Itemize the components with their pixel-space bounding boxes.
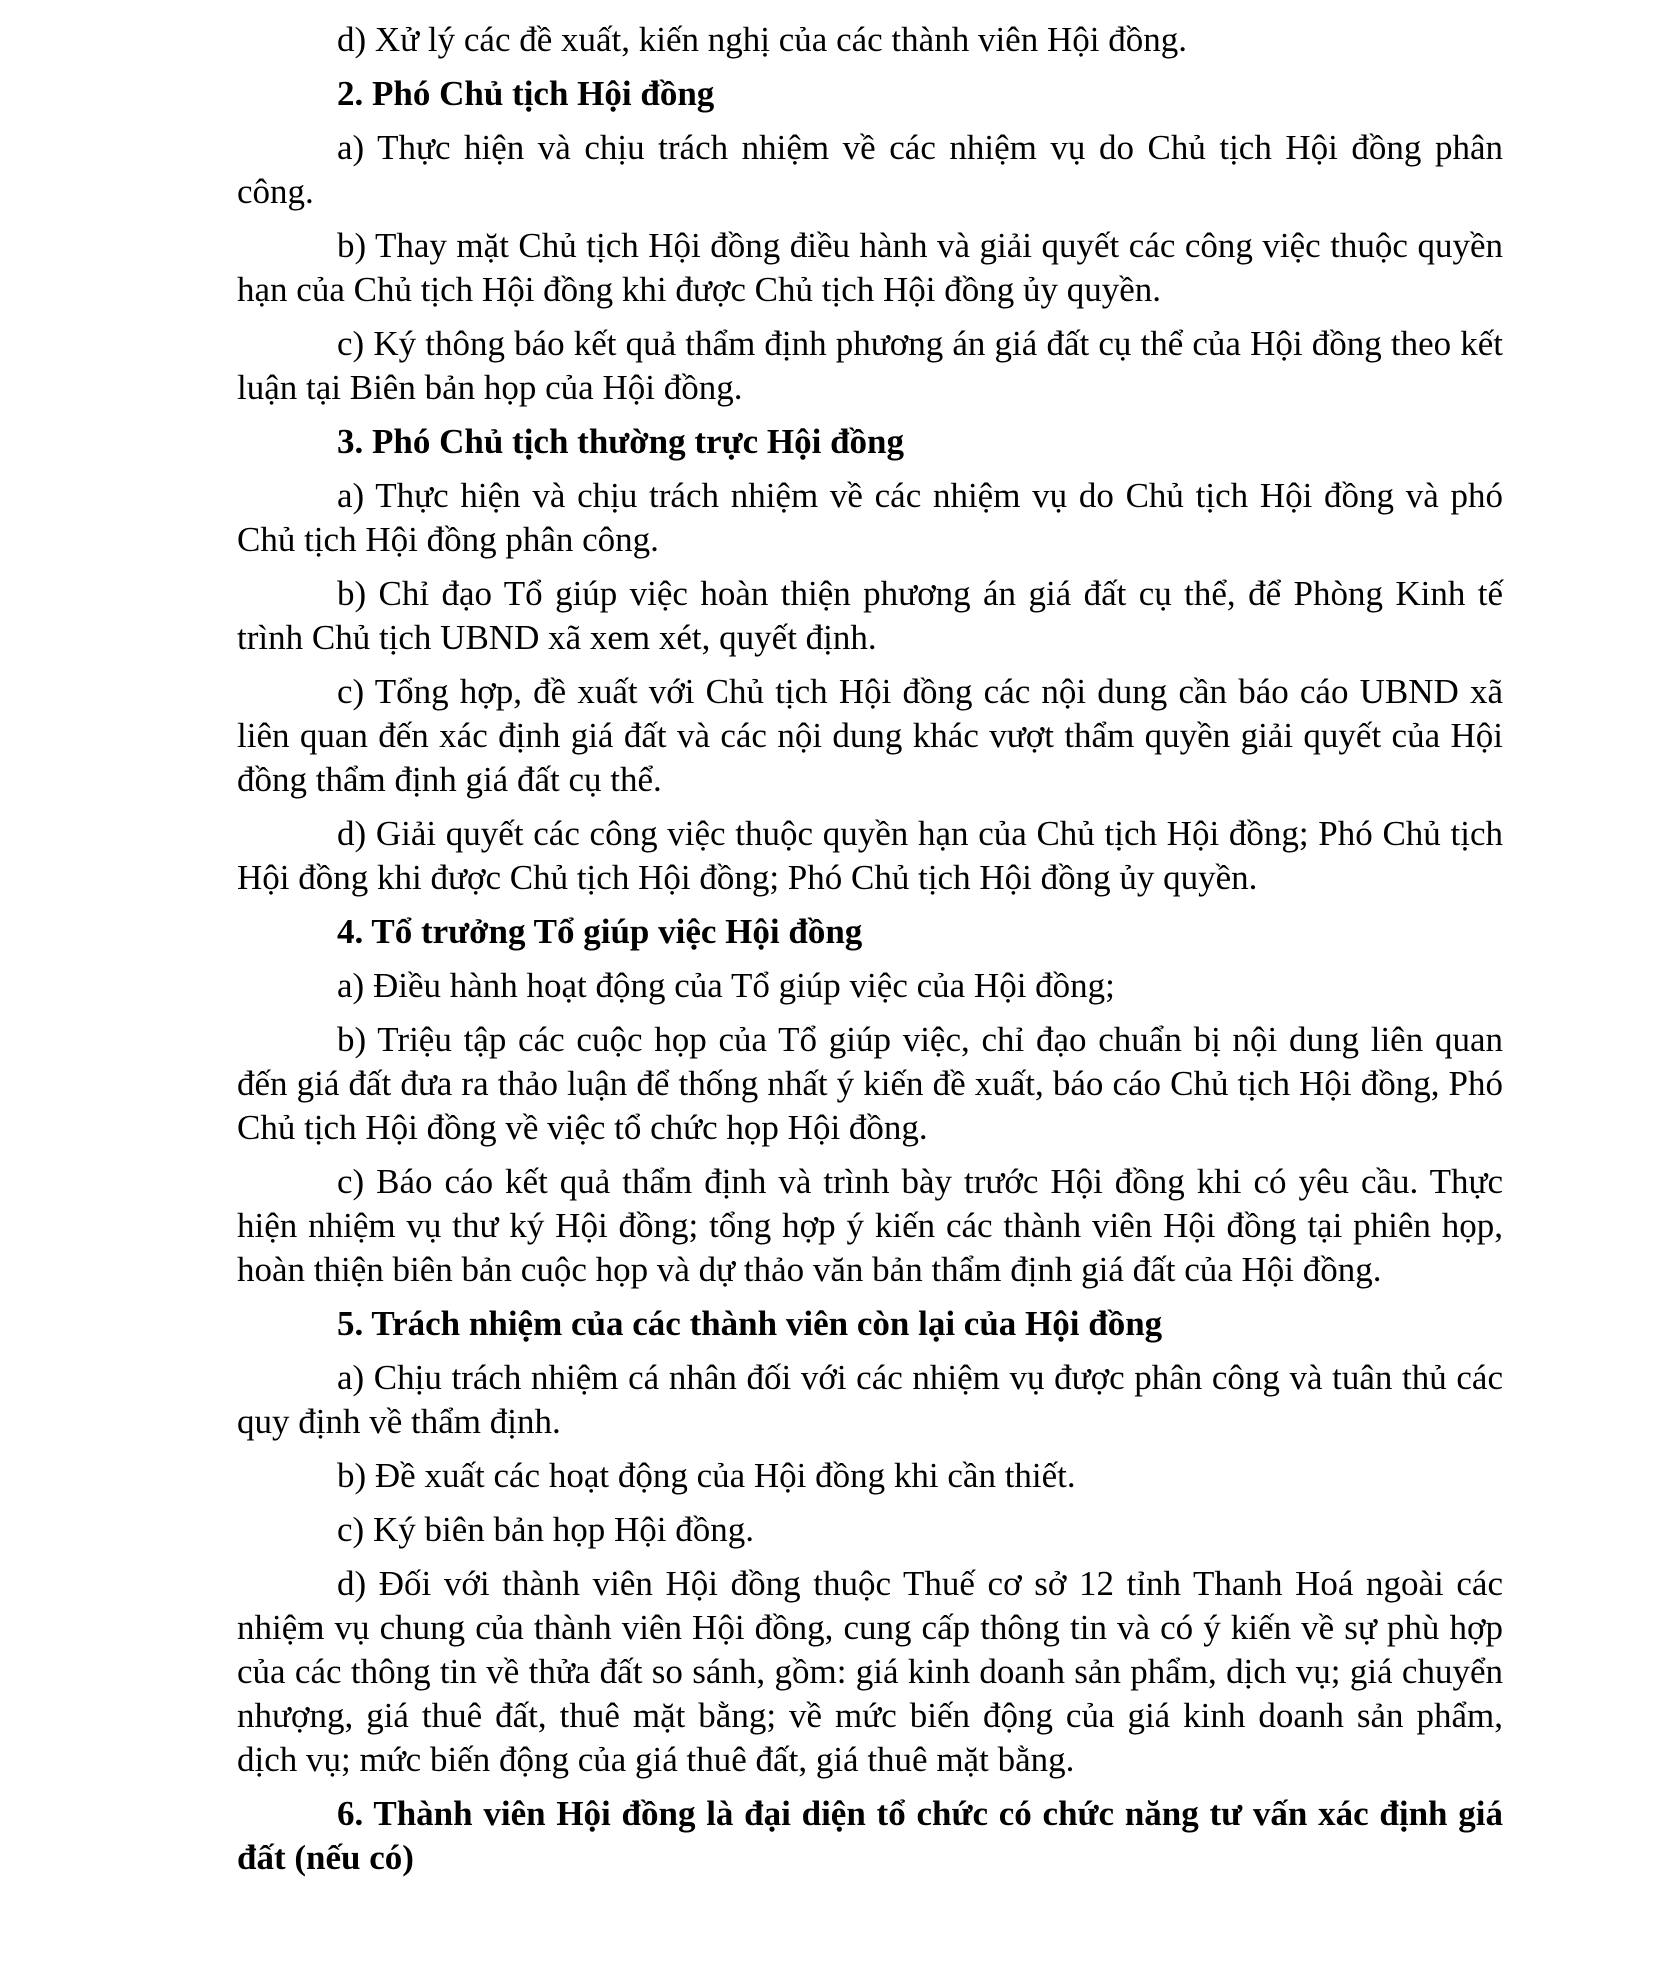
- document-page: [237, 18, 1503, 1890]
- paragraph-4a: a) Điều hành hoạt động của Tổ giúp việc của Hội đồng;: [337, 966, 1115, 1005]
- heading-section-5: 5. Trách nhiệm của các thành viên còn lại của Hội đồng: [337, 1304, 1163, 1343]
- heading-section-4: 4. Tổ trưởng Tổ giúp việc Hội đồng: [337, 912, 863, 951]
- paragraph-2a: a) Thực hiện và chịu trách nhiệm về các nhiệm vụ do Chủ tịch Hội đồng phân công.: [237, 128, 1503, 211]
- heading-section-3: 3. Phó Chủ tịch thường trực Hội đồng: [337, 422, 905, 461]
- paragraph-3a: a) Thực hiện và chịu trách nhiệm về các nhiệm vụ do Chủ tịch Hội đồng và phó Chủ tịch Hội đồng phân công.: [237, 476, 1503, 559]
- paragraph-3c: c) Tổng hợp, đề xuất với Chủ tịch Hội đồng các nội dung cần báo cáo UBND xã liên quan đến xác định giá đất và các nội dung khác vượt thẩm quyền giải quyết của Hội đồng thẩm định giá đất cụ thể.: [237, 672, 1503, 799]
- paragraph-5b: b) Đề xuất các hoạt động của Hội đồng khi cần thiết.: [337, 1456, 1076, 1495]
- paragraph-1d: d) Xử lý các đề xuất, kiến nghị của các thành viên Hội đồng.: [337, 20, 1187, 59]
- heading-section-2: 2. Phó Chủ tịch Hội đồng: [337, 74, 715, 113]
- heading-section-6: 6. Thành viên Hội đồng là đại diện tổ chức có chức năng tư vấn xác định giá đất (nếu có): [237, 1794, 1503, 1877]
- paragraph-3b: b) Chỉ đạo Tổ giúp việc hoàn thiện phương án giá đất cụ thể, để Phòng Kinh tế trình Chủ tịch UBND xã xem xét, quyết định.: [237, 574, 1503, 657]
- paragraph-5d: d) Đối với thành viên Hội đồng thuộc Thuế cơ sở 12 tỉnh Thanh Hoá ngoài các nhiệm vụ chung của thành viên Hội đồng, cung cấp thông tin và có ý kiến về sự phù hợp của các thông tin về thửa đất so sánh, gồm: giá kinh doanh sản phẩm, dịch vụ; giá chuyển nhượng, giá thuê đất, thuê mặt bằng; về mức biến động của giá kinh doanh sản phẩm, dịch vụ; mức biến động của giá thuê đất, giá thuê mặt bằng.: [237, 1564, 1503, 1779]
- paragraph-3d: d) Giải quyết các công việc thuộc quyền hạn của Chủ tịch Hội đồng; Phó Chủ tịch Hội đồng khi được Chủ tịch Hội đồng; Phó Chủ tịch Hội đồng ủy quyền.: [237, 814, 1503, 897]
- paragraph-5c: c) Ký biên bản họp Hội đồng.: [337, 1510, 755, 1549]
- paragraph-2b: b) Thay mặt Chủ tịch Hội đồng điều hành và giải quyết các công việc thuộc quyền hạn của Chủ tịch Hội đồng khi được Chủ tịch Hội đồng ủy quyền.: [237, 226, 1503, 309]
- paragraph-2c: c) Ký thông báo kết quả thẩm định phương án giá đất cụ thể của Hội đồng theo kết luận tại Biên bản họp của Hội đồng.: [237, 324, 1503, 407]
- paragraph-5a: a) Chịu trách nhiệm cá nhân đối với các nhiệm vụ được phân công và tuân thủ các quy định về thẩm định.: [237, 1358, 1503, 1441]
- paragraph-4b: b) Triệu tập các cuộc họp của Tổ giúp việc, chỉ đạo chuẩn bị nội dung liên quan đến giá đất đưa ra thảo luận để thống nhất ý kiến đề xuất, báo cáo Chủ tịch Hội đồng, Phó Chủ tịch Hội đồng về việc tổ chức họp Hội đồng.: [237, 1020, 1503, 1147]
- paragraph-4c: c) Báo cáo kết quả thẩm định và trình bày trước Hội đồng khi có yêu cầu. Thực hiện nhiệm vụ thư ký Hội đồng; tổng hợp ý kiến các thành viên Hội đồng tại phiên họp, hoàn thiện biên bản cuộc họp và dự thảo văn bản thẩm định giá đất của Hội đồng.: [237, 1162, 1503, 1289]
